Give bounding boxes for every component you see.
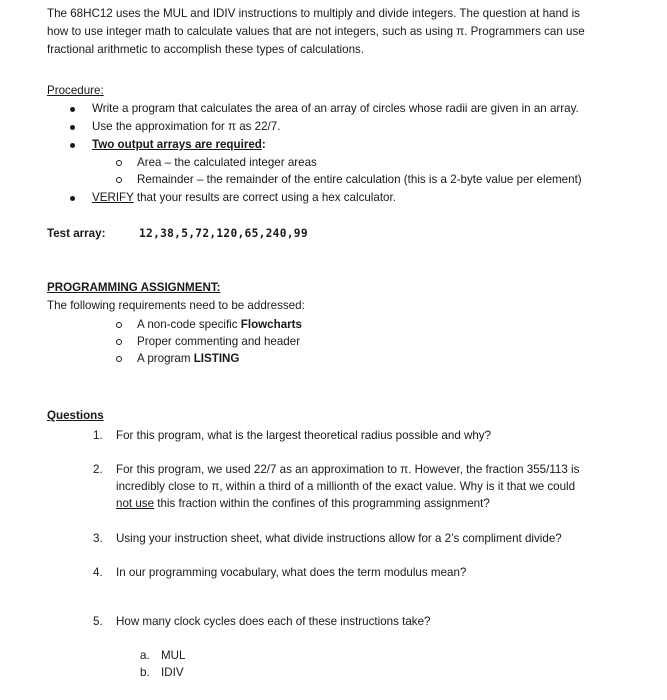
question-5: How many clock cycles does each of these instructions take? (116, 615, 431, 628)
intro-line-2: how to use integer math to calculate values that are not integers, such as using π. Programmers can use (47, 25, 585, 38)
sub-bullet-icon (116, 356, 122, 362)
intro-line-3: fractional arithmetic to accomplish these types of calculations. (47, 43, 365, 56)
question-2-line-2: incredibly close to π, within a third of a millionth of the exact value. Why is it that we could (116, 480, 576, 493)
procedure-sub-bullet-1: Area – the calculated integer areas (137, 156, 317, 169)
requirement-3 (137, 351, 239, 366)
bullet-icon (70, 125, 75, 130)
bullet-icon (70, 107, 75, 112)
question-4: In our programming vocabulary, what does the term modulus mean? (116, 566, 467, 579)
question-2-line-3-rest: this fraction within the confines of this programming assignment? (154, 497, 490, 510)
flowcharts-text: Flowcharts (240, 318, 302, 331)
output-arrays-colon: : (261, 138, 266, 151)
procedure-heading: Procedure: (47, 84, 104, 97)
question-2-line-3 (116, 496, 490, 511)
procedure-bullet-2: Use the approximation for π as 22/7. (92, 120, 281, 133)
question-1-number: 1. (93, 429, 103, 442)
programming-heading: PROGRAMMING ASSIGNMENT: (47, 281, 221, 294)
question-2-line-1: For this program, we used 22/7 as an approximation to π. However, the fraction 355/113 is (116, 463, 580, 476)
requirement-3-text: A program (137, 352, 194, 365)
questions-heading: Questions (47, 409, 104, 422)
requirement-2: Proper commenting and header (137, 335, 301, 348)
question-4-number: 4. (93, 566, 103, 579)
procedure-bullet-1: Write a program that calculates the area of an array of circles whose radii are given in an array. (92, 102, 579, 115)
procedure-bullet-3 (92, 137, 266, 152)
question-5a-label: a. (140, 649, 150, 662)
question-5b: IDIV (161, 666, 184, 679)
question-2-number: 2. (93, 463, 103, 476)
question-5a: MUL (161, 649, 186, 662)
intro-line-1: The 68HC12 uses the MUL and IDIV instructions to multiply and divide integers. The question at hand is (47, 7, 580, 20)
bullet-icon (70, 143, 75, 148)
requirement-1 (137, 317, 302, 332)
test-array-label: Test array: (47, 227, 106, 240)
listing-text: LISTING (193, 352, 240, 365)
question-3: Using your instruction sheet, what divide instructions allow for a 2’s compliment divide? (116, 532, 562, 545)
bullet-icon (70, 196, 75, 201)
not-use-text: not use (116, 497, 155, 510)
question-1: For this program, what is the largest theoretical radius possible and why? (116, 429, 492, 442)
procedure-bullet-4 (92, 190, 396, 205)
procedure-sub-bullet-2: Remainder – the remainder of the entire calculation (this is a 2-byte value per element) (137, 173, 582, 186)
requirement-1-text: A non-code specific (137, 318, 241, 331)
question-5b-label: b. (140, 666, 150, 679)
verify-text: VERIFY (92, 191, 134, 204)
question-5-number: 5. (93, 615, 103, 628)
verify-rest-text: that your results are correct using a hex calculator. (133, 191, 396, 204)
sub-bullet-icon (116, 339, 122, 345)
output-arrays-text: Two output arrays are required (92, 138, 262, 151)
test-array-values: 12,38,5,72,120,65,240,99 (139, 227, 308, 240)
programming-intro: The following requirements need to be addressed: (47, 299, 305, 312)
sub-bullet-icon (116, 160, 122, 166)
question-3-number: 3. (93, 532, 103, 545)
sub-bullet-icon (116, 322, 122, 328)
sub-bullet-icon (116, 177, 122, 183)
